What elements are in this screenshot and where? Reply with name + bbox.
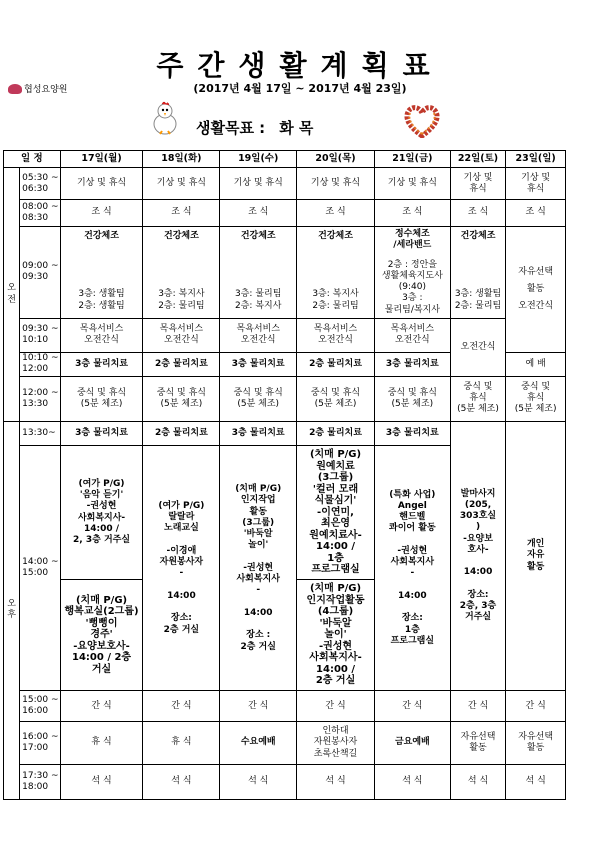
schedule-cell: 3층 물리치료 <box>220 352 297 376</box>
day-header: 21일(금) <box>374 151 450 168</box>
schedule-cell: 예 배 <box>506 352 566 376</box>
row-wake <box>4 168 566 200</box>
time-cell: 12:00 ~ 13:30 <box>20 376 60 421</box>
schedule-cell: 오전간식 <box>450 318 506 376</box>
schedule-cell: (치매 P/G) 원예치료 (3그룹) '컬러 모래 식물심기' -이연미, 최은영 원예치료사- 14:00 / 1층 프로그램실 <box>297 446 375 579</box>
time-cell: 10:10 ~ 12:00 <box>20 352 60 376</box>
schedule-cell <box>297 226 375 318</box>
schedule-cell: 목욕서비스 오전간식 <box>220 318 297 352</box>
schedule-cell: 조 식 <box>374 200 450 227</box>
activity-title: 정수체조 /세라밴드 <box>393 228 432 251</box>
chicken-icon <box>150 100 180 136</box>
schedule-cell <box>450 226 506 318</box>
schedule-cell: 석 식 <box>297 765 375 800</box>
schedule-cell: (치매 P/G) 인지작업 활동 (3그룹) '바둑알 놀이' -권성현 사회복지사 - 14:00 장소 : 2층 거실 <box>220 446 297 691</box>
schedule-cell: 3층 물리치료 <box>60 352 143 376</box>
time-cell: 09:30 ~ 10:10 <box>20 318 60 352</box>
schedule-cell: 인하대 자원봉사자 초록산책길 <box>297 722 375 765</box>
schedule-cell: 3층 물리치료 <box>220 421 297 446</box>
schedule-cell: 중식 및 휴식 (5분 체조) <box>60 376 143 421</box>
activity-detail: 3층: 생활팀 2층: 생활팀 <box>78 289 125 311</box>
schedule-cell: 석 식 <box>60 765 143 800</box>
schedule-cell: 2층 물리치료 <box>143 421 220 446</box>
day-header: 18일(화) <box>143 151 220 168</box>
schedule-cell: 중식 및 휴식 (5분 체조) <box>374 376 450 421</box>
time-cell: 16:00 ~ 17:00 <box>20 722 60 765</box>
schedule-cell: (치매 P/G) 인지작업활동 (4그룹) '바둑알 놀이' -권성현 사회복지사- 14:00 / 2층 거실 <box>297 579 375 691</box>
schedule-cell: 기상 및 휴식 <box>450 168 506 200</box>
schedule-cell: 2층 물리치료 <box>297 352 375 376</box>
schedule-cell: 기상 및 휴식 <box>60 168 143 200</box>
schedule-cell: 2층 물리치료 <box>297 421 375 446</box>
schedule-cell: 조 식 <box>450 200 506 227</box>
part-am: 오 전 <box>4 168 20 421</box>
schedule-cell: 조 식 <box>143 200 220 227</box>
activity-detail: 3층: 복지사 2층: 물리팀 <box>158 289 205 311</box>
schedule-cell <box>220 226 297 318</box>
activity-title: 건강체조 <box>84 230 119 241</box>
activity-title: 건강체조 <box>460 230 496 241</box>
schedule-cell: 중식 및 휴식 (5분 체조) <box>506 376 566 421</box>
schedule-cell: 자유선택 활동 오전간식 <box>506 226 566 352</box>
time-cell: 14:00 ~ 15:00 <box>20 446 60 691</box>
day-header: 23일(일) <box>506 151 566 168</box>
schedule-cell: 중식 및 휴식 (5분 체조) <box>297 376 375 421</box>
activity-detail: 3층: 복지사 2층: 물리팀 <box>312 289 359 311</box>
schedule-cell: 석 식 <box>143 765 220 800</box>
schedule-cell: 목욕서비스 오전간식 <box>374 318 450 352</box>
schedule-cell: 휴 식 <box>143 722 220 765</box>
schedule-cell: 석 식 <box>506 765 566 800</box>
schedule-cell: 간 식 <box>220 691 297 722</box>
schedule-cell: 석 식 <box>220 765 297 800</box>
activity-detail: 2층 : 정안을 생활체육지도사 (9:40) 3층 : 물리팀/복지사 <box>381 259 443 315</box>
schedule-cell: 3층 물리치료 <box>374 352 450 376</box>
row-snack <box>4 691 566 722</box>
schedule-cell: 간 식 <box>506 691 566 722</box>
activity-detail: 3층: 생활팀 2층: 물리팀 <box>454 289 502 311</box>
schedule-cell: 기상 및 휴식 <box>374 168 450 200</box>
schedule-cell: 조 식 <box>220 200 297 227</box>
schedule-col-header: 일 정 <box>4 151 61 168</box>
row-breakfast <box>4 200 566 227</box>
row-physio-pm <box>4 421 566 446</box>
schedule-cell: 조 식 <box>297 200 375 227</box>
schedule-cell: 자유선택 활동 <box>450 722 506 765</box>
schedule-cell: 간 식 <box>374 691 450 722</box>
schedule-cell: 발마사지 (205, 303호실 ) -요양보 호사- 14:00 장소: 2층, 3층 거주실 <box>450 421 506 690</box>
row-exercise <box>4 226 566 318</box>
org-name: 협성요양원 <box>24 85 68 95</box>
schedule-cell: 중식 및 휴식 (5분 체조) <box>143 376 220 421</box>
day-header: 20일(목) <box>297 151 375 168</box>
schedule-cell: 기상 및 휴식 <box>506 168 566 200</box>
schedule-cell: 금요예배 <box>374 722 450 765</box>
schedule-cell: 개인 자유 활동 <box>506 421 566 690</box>
activity-title: 건강체조 <box>164 230 199 241</box>
org-logo <box>8 82 67 95</box>
schedule-cell: 2층 물리치료 <box>143 352 220 376</box>
activity-title: 건강체조 <box>318 230 353 241</box>
date-range: (2017년 4월 17일 ~ 2017년 4월 23일) <box>193 82 407 95</box>
goal-label: 생활목표 : <box>196 119 266 137</box>
row-bath <box>4 318 566 352</box>
schedule-cell: 3층 물리치료 <box>374 421 450 446</box>
time-cell: 08:00 ~ 08:30 <box>20 200 60 227</box>
schedule-cell: 간 식 <box>297 691 375 722</box>
time-cell: 05:30 ~ 06:30 <box>20 168 60 200</box>
schedule-cell: 기상 및 휴식 <box>220 168 297 200</box>
page-title: 주간생활계획표 <box>156 49 444 82</box>
schedule-cell <box>143 226 220 318</box>
day-header: 17일(월) <box>60 151 143 168</box>
schedule-cell: 조 식 <box>506 200 566 227</box>
house-icon <box>8 84 22 94</box>
schedule-cell: 간 식 <box>60 691 143 722</box>
time-cell: 17:30 ~ 18:00 <box>20 765 60 800</box>
row-afternoon <box>4 722 566 765</box>
schedule-cell: 중식 및 휴식 (5분 체조) <box>220 376 297 421</box>
time-cell: 15:00 ~ 16:00 <box>20 691 60 722</box>
day-header: 22일(토) <box>450 151 506 168</box>
schedule-cell: 자유선택 활동 <box>506 722 566 765</box>
row-lunch <box>4 376 566 421</box>
schedule-cell: 조 식 <box>60 200 143 227</box>
schedule-cell <box>60 226 143 318</box>
row-dinner <box>4 765 566 800</box>
heart-wreath-icon <box>404 104 440 138</box>
schedule-cell: 휴 식 <box>60 722 143 765</box>
schedule-cell: 중식 및 휴식 (5분 체조) <box>450 376 506 421</box>
schedule-cell: 간 식 <box>450 691 506 722</box>
schedule-cell: 기상 및 휴식 <box>143 168 220 200</box>
life-goal <box>196 117 313 138</box>
schedule-cell: 기상 및 휴식 <box>297 168 375 200</box>
header-row <box>4 151 566 168</box>
schedule-cell: 수요예배 <box>220 722 297 765</box>
activity-detail: 3층: 물리팀 2층: 복지사 <box>235 289 282 311</box>
schedule-cell: 석 식 <box>450 765 506 800</box>
schedule-cell: (특화 사업) Angel 핸드벨 콰이어 활동 -권성현 사회복지사 - 14:00 장소: 1층 프로그램실 <box>374 446 450 691</box>
schedule-cell: (여가 P/G) 랄랄라 노래교실 -이경애 자원봉사자 - 14:00 장소: 2층 거실 <box>143 446 220 691</box>
schedule-cell: (여가 P/G) '음악 듣기' -권성현 사회복지사- 14:00 / 2, 3층 거주실 <box>60 446 143 579</box>
goal-value: 화 목 <box>279 119 314 137</box>
activity-title: 건강체조 <box>240 230 276 241</box>
schedule-cell: 목욕서비스 오전간식 <box>143 318 220 352</box>
schedule-cell: 목욕서비스 오전간식 <box>60 318 143 352</box>
schedule-cell: 3층 물리치료 <box>60 421 143 446</box>
schedule-cell: 목욕서비스 오전간식 <box>297 318 375 352</box>
schedule-cell <box>374 226 450 318</box>
day-header: 19일(수) <box>220 151 297 168</box>
time-cell: 13:30~ <box>20 421 60 446</box>
schedule-cell: 간 식 <box>143 691 220 722</box>
schedule-cell: (치매 P/G) 행복교실(2그룹) '뻥뻥이 경주' -요양보호사- 14:00 / 2층 거실 <box>60 579 143 691</box>
time-cell: 09:00 ~ 09:30 <box>20 226 60 318</box>
part-pm: 오 후 <box>4 421 20 799</box>
schedule-cell: 석 식 <box>374 765 450 800</box>
weekly-schedule-table <box>3 150 566 800</box>
